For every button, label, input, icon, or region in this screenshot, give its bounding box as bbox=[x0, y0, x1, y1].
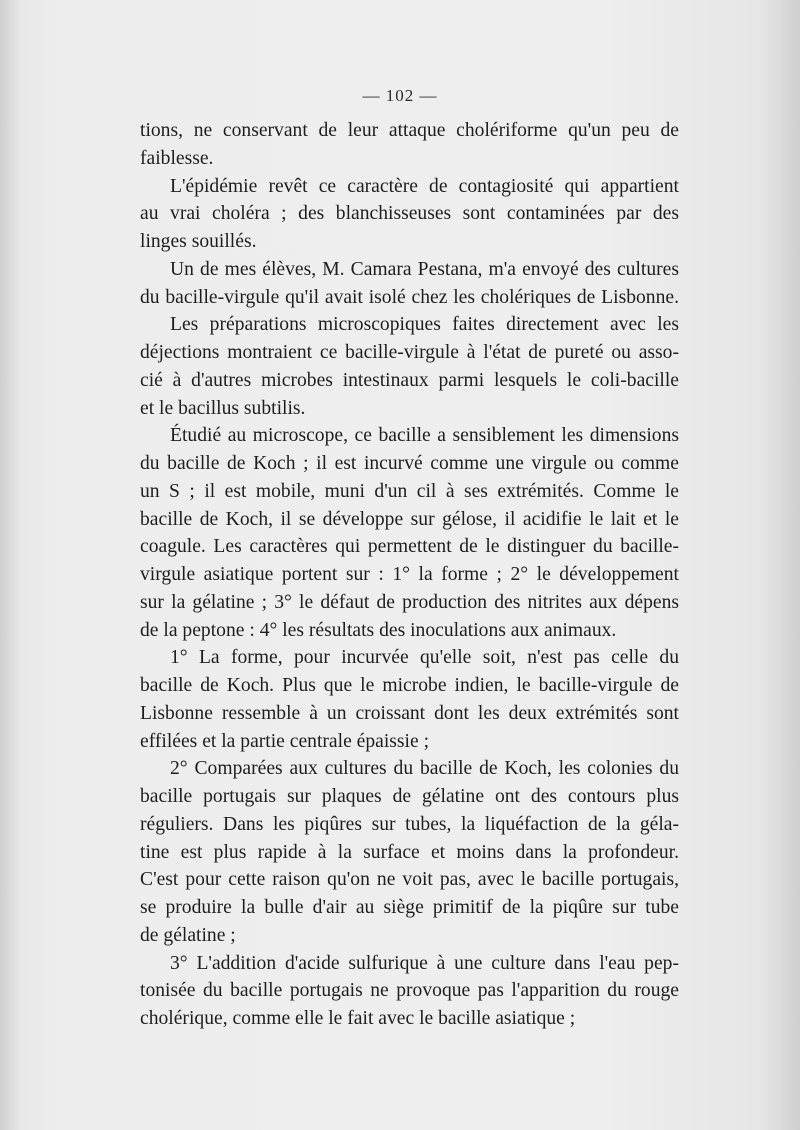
text-line: 2° Comparées aux cultures du bacille de Koch, les colonies du bbox=[170, 758, 679, 780]
text-line: tions, ne conservant de leur attaque cholériforme qu'un peu de bbox=[140, 120, 679, 141]
text-line: tine est plus rapide à la surface et moins dans la profondeur. bbox=[140, 841, 679, 863]
text-line: L'épidémie revêt ce caractère de contagiosité qui appartient bbox=[170, 175, 679, 197]
text-line: C'est pour cette raison qu'on ne voit pas, avec le bacille portugais, bbox=[140, 869, 679, 891]
text-line: tonisée du bacille portugais ne provoque pas l'apparition du rouge bbox=[140, 980, 679, 1002]
text-line: Les préparations microscopiques faites directement avec les bbox=[170, 314, 679, 336]
text-line: déjections montraient ce bacille-virgule à l'état de pureté ou asso- bbox=[140, 342, 679, 363]
text-line: de la peptone : 4° les résultats des inoculations aux animaux. bbox=[140, 619, 617, 641]
text-line: Lisbonne ressemble à un croissant dont les deux extrémités sont bbox=[140, 702, 679, 724]
text-line: du bacille-virgule qu'il avait isolé chez les cholériques de Lisbonne. bbox=[140, 286, 679, 308]
text-line: virgule asiatique portent sur : 1° la forme ; 2° le développement bbox=[140, 564, 679, 585]
text-line: cié à d'autres microbes intestinaux parmi lesquels le coli-bacille bbox=[140, 369, 679, 391]
text-line: 1° La forme, pour incurvée qu'elle soit, n'est pas celle du bbox=[170, 647, 679, 669]
text-line: réguliers. Dans les piqûres sur tubes, la liquéfaction de la géla- bbox=[140, 813, 679, 835]
text-line: 3° L'addition d'acide sulfurique à une culture dans l'eau pep- bbox=[170, 952, 679, 974]
text-line: Un de mes élèves, M. Camara Pestana, m'a envoyé des cultures bbox=[170, 258, 679, 280]
body-text bbox=[140, 117, 679, 1033]
text-line: bacille portugais sur plaques de gélatine ont des contours plus bbox=[140, 786, 679, 807]
text-line: de gélatine ; bbox=[140, 924, 236, 946]
text-line: au vrai choléra ; des blanchisseuses sont contaminées par des bbox=[140, 203, 679, 225]
text-line: un S ; il est mobile, muni d'un cil à ses extrémités. Comme le bbox=[140, 480, 679, 502]
text-line: bacille de Koch, il se développe sur gélose, il acidifie le lait et le bbox=[140, 508, 679, 530]
text-line: Étudié au microscope, ce bacille a sensiblement les dimensions bbox=[170, 425, 679, 447]
text-line: sur la gélatine ; 3° le défaut de production des nitrites aux dépens bbox=[140, 591, 679, 613]
text-line: et le bacillus subtilis. bbox=[140, 397, 306, 419]
text-line: du bacille de Koch ; il est incurvé comme une virgule ou comme bbox=[140, 453, 679, 474]
text-line: effilées et la partie centrale épaissie ; bbox=[140, 730, 430, 752]
text-line: faiblesse. bbox=[140, 147, 214, 169]
text-line: coagule. Les caractères qui permettent de le distinguer du bacille- bbox=[140, 536, 679, 558]
text-line: linges souillés. bbox=[140, 231, 257, 252]
text-line: se produire la bulle d'air au siège primitif de la piqûre sur tube bbox=[140, 897, 679, 918]
page-number: — 102 — bbox=[362, 86, 438, 105]
text-line: bacille de Koch. Plus que le microbe indien, le bacille-virgule de bbox=[140, 675, 679, 696]
text-line: cholérique, comme elle le fait avec le bacille asiatique ; bbox=[140, 1008, 576, 1029]
